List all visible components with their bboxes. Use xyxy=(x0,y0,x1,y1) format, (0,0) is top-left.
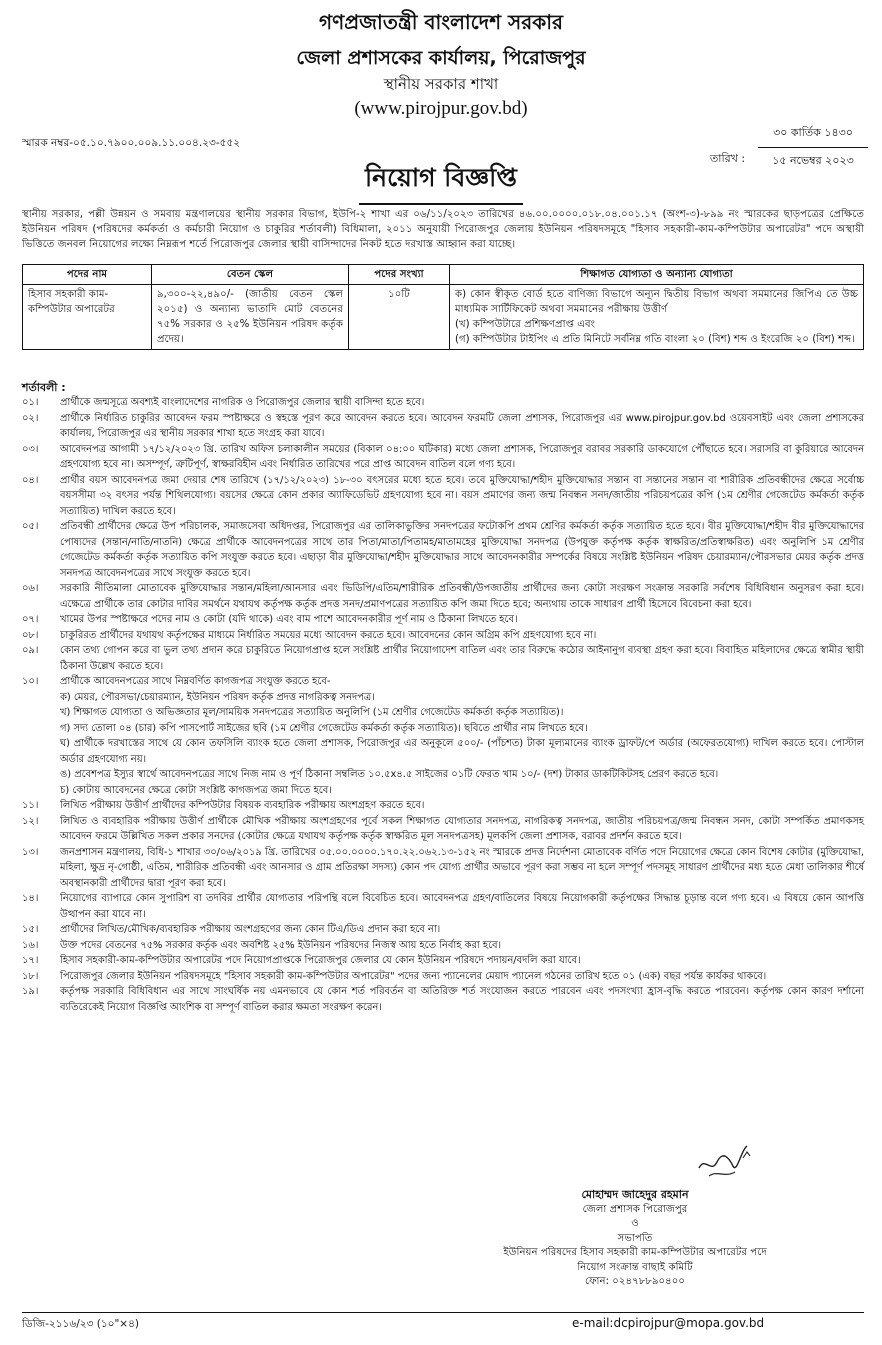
condition-text xyxy=(60,938,864,954)
condition-text xyxy=(60,969,864,985)
condition-item xyxy=(22,984,864,1015)
signatory-designation: জেলা প্রশাসক পিরোজপুর xyxy=(582,1203,688,1215)
date-label: তারিখ : xyxy=(710,152,746,165)
signatory-and: ও xyxy=(631,1218,639,1229)
office-heading: জেলা প্রশাসকের কার্যালয়, পিরোজপুর xyxy=(296,47,586,69)
condition-line: সরকারি নীতিমালা মোতাবেক মুক্তিযোদ্ধার সন্তান/মহিলা/আনসার এবং ভিডিপি/এতিম/শারীরিক প্রতিবন্ধী/উপজাতীয় প্রার্থীদের জন্য কোটা সংরক্ষণ সংক্রান্ত সরকারি সর্বশেষ বিধিবিধান অনুসরণ করা হবে। এক্ষেত্রে প্রার্থীকে তার কোটার দাবির সমর্থনে যথাযথ কর্তৃপক্ষ কর্তৃক প্রদত্ত সনদ/প্রমাণপত্রের সত্যায়িত কপি জমা দিতে হবে; অন্যথায় তাকে সাধারণ প্রার্থী হিসেবে বিবেচনা করা হবে। xyxy=(60,583,864,610)
condition-line: খামের উপর স্পষ্টাক্ষরে পদের নাম ও কোটা (যদি থাকে) এবং বাম পাশে আবেদনকারীর পূর্ণ নাম ও ঠিকানা লিখতে হবে। xyxy=(60,614,518,625)
footer-divider xyxy=(22,1312,864,1313)
intro-paragraph: স্থানীয় সরকার, পল্লী উন্নয়ন ও সমবায় মন্ত্রণালয়ের স্থানীয় সরকার বিভাগ, ইউপি-২ শাখা এর ০৬/১১/২০২৩ তারিখের ৪৬.০০.০০০০.০১৮.০৪.০০১.১৭ (অংশ-৩)-৮৯৯ নং স্মারকের ছাড়পত্রের প্রেক্ষিতে ইউনিয়ন পরিষদ (পরিষদের কর্মকর্তা ও কর্মচারী নিয়োগ ও চাকুরির শর্তাবলী) বিধিমালা, ২০১১ অনুযায়ী পিরোজপুর জেলায় ইউনিয়ন পরিষদসমূহে "হিসাব সহকারী-কাম-কম্পিউটার অপারেটর" পদে অস্থায়ী ভিত্তিতে জনবল নিয়োগের লক্ষ্যে নিম্নরূপ শর্তে পিরোজপুর জেলার স্থায়ী বাসিন্দাদের নিকট হতে দরখাস্ত আহ্বান করা যাচ্ছে। xyxy=(22,209,864,250)
date-bangla: ৩০ কার্তিক ১৪৩০ xyxy=(758,124,868,148)
condition-line: চ) কোটায় আবেদনের ক্ষেত্রে কোটা সংশ্লিষ্ট কাগজপত্র জমা দিতে হবে। xyxy=(60,784,332,796)
condition-line: প্রার্থীকে জন্মসূত্রে অবশ্যই বাংলাদেশের নাগরিক ও পিরোজপুর জেলার স্থায়ী বাসিন্দা হতে হবে। xyxy=(60,397,425,408)
condition-line: প্রার্থীকে আবেদনপত্রের সাথে নিম্নবর্ণিত কাগজপত্র সংযুক্ত করতে হবে- xyxy=(60,676,331,687)
committee-line-1: ইউনিয়ন পরিষদের হিসাব সহকারী কাম-কম্পিউটার অপারেটর পদে xyxy=(503,1247,767,1258)
condition-item xyxy=(22,643,864,674)
table-header: বেতন স্কেল xyxy=(152,265,349,285)
condition-text xyxy=(60,442,864,473)
condition-item xyxy=(22,814,864,845)
condition-item xyxy=(22,411,864,442)
condition-number: ০১। xyxy=(22,397,39,408)
footer-code: ডিজি-২১১৬/২৩ (১০"×৪) xyxy=(22,1318,140,1330)
condition-text xyxy=(60,395,864,411)
conditions-title: শর্তাবলী : xyxy=(22,381,66,394)
condition-number: ১৭। xyxy=(22,955,39,966)
website-link[interactable]: (www.pirojpur.gov.bd) xyxy=(354,98,528,119)
signature-image xyxy=(695,1138,755,1182)
condition-line: খ) শিক্ষাগত যোগ্যতা ও অভিজ্ঞতার মূল/সাময়িক সনদপত্রের সত্যায়িত অনুলিপি (১ম শ্রেণীর গেজেটেড কর্মকর্তা কর্তৃক সত্যায়িত)। xyxy=(60,707,564,718)
condition-item xyxy=(22,845,864,892)
condition-item xyxy=(22,612,864,628)
qualification-item: (খ) কম্পিউটারে প্রশিক্ষণপ্রাপ্ত এবং xyxy=(455,319,596,330)
condition-number: ১৬। xyxy=(22,939,39,951)
signatory-name: মোহাম্মদ জাহেদুর রহমান xyxy=(581,1188,689,1201)
condition-number: ০৫। xyxy=(22,521,39,532)
condition-line: লিখিত পরীক্ষায় উত্তীর্ণ প্রার্থীদের কম্পিউটার বিষয়ক ব্যবহারিক পরীক্ষায় অংশগ্রহণ করতে হবে। xyxy=(60,800,425,811)
condition-line: ঙ) প্রবেশপত্র ইস্যুর স্বার্থে আবেদনপত্রের সাথে নিজ নাম ও পূর্ণ ঠিকানা সম্বলিত ১০.৫x৪.৫ সাইজের ০১টি ফেরত খাম ১০/- (দশ) টাকার ডাকটিকিটসহ প্রেরণ করতে হবে। xyxy=(60,769,719,780)
condition-line: পিরোজপুর জেলার ইউনিয়ন পরিষদসমূহে "হিসাব সহকারী কাম-কম্পিউটার অপারেটর" পদের জন্য প্যানেলের মেয়াদ প্যানেল গঠনের তারিখ হতে ০১ (এক) বছর পর্যন্ত কার্যকর থাকবে। xyxy=(60,970,767,982)
signatory-role: সভাপতি xyxy=(617,1232,653,1244)
table-header: পদের নাম xyxy=(23,265,152,285)
date-english: ১৫ নভেম্বর ২০২৩ xyxy=(772,154,854,167)
table-row xyxy=(23,285,864,350)
condition-item xyxy=(22,519,864,581)
condition-number: ১০। xyxy=(22,676,39,687)
branch-heading: স্থানীয় সরকার শাখা xyxy=(383,75,499,93)
post-name-cell: হিসাব সহকারী কাম-কম্পিউটার অপারেটর xyxy=(23,285,152,350)
condition-number: ০২। xyxy=(22,412,39,424)
condition-item xyxy=(22,442,864,473)
condition-line: গ) সদ্য তোলা ০৪ (চার) কপি পাসপোর্ট সাইজের ছবি (১ম শ্রেণীর গেজেটেড কর্মকর্তা কর্তৃক সত্যায়িত)। ছবিতে প্রার্থীর নাম লিখতে হবে। xyxy=(60,722,588,734)
condition-number: ১৮। xyxy=(22,970,39,982)
condition-line: জনপ্রশাসন মন্ত্রণালয়, বিধি-১ শাখার ৩০/০৬/২০১৯ খ্রি. তারিখের ০৫.০০.০০০০.১৭০.২২.০৬২.১৩-১৫২ নং স্মারকে প্রদত্ত নির্দেশনা মোতাবেক বর্ণিত পদে নিয়োগের ক্ষেত্রে কোন বিশেষ কোটার (মুক্তিযোদ্ধা, মহিলা, ক্ষুদ্র নৃ-গোষ্ঠী, এতিম, শারীরিক প্রতিবন্ধী এবং আনসার ও গ্রাম প্রতিরক্ষা সদস্য) কোন পদ যোগ্য প্রার্থীর অভাবে পূরণ করা সম্ভব না হলে সম্পূর্ণ পদসমূহ সাধারণ প্রার্থীদের মধ্য হতে মেধা তালিকার শীর্ষে অবস্থানকারী প্রার্থীদের দ্বারা পূরণ করা হবে। xyxy=(60,846,864,889)
condition-line: ক) মেয়র, পৌরসভা/চেয়ারম্যান, ইউনিয়ন পরিষদ কর্তৃক প্রদত্ত নাগরিকত্ব সনদপত্র। xyxy=(60,691,375,703)
condition-line: ঘ) প্রার্থীকে দরখাস্তের সাথে যে কোন তফসিলি ব্যাংক হতে জেলা প্রশাসক, পিরোজপুর এর অনুকূলে ৫০০/- (পাঁচশত) টাকা মূল্যমানের ব্যাংক ড্রাফট/পে অর্ডার (অফেরতযোগ্য) দাখিল করতে হবে। পোস্টাল অর্ডার গ্রহণযোগ্য নয়। xyxy=(60,738,864,765)
condition-text xyxy=(60,984,864,1015)
condition-text xyxy=(60,845,864,892)
condition-item xyxy=(22,938,864,954)
post-table xyxy=(22,264,864,350)
condition-line: প্রার্থীকে নির্ধারিত চাকুরির আবেদন ফরম স্পষ্টাক্ষরে ও স্বহস্তে পূরণ করে আবেদন করতে হবে। আবেদন ফরমটি জেলা প্রশাসক, পিরোজপুর এর www.pirojpur.gov.bd ওয়েবসাইট এবং জেলা প্রশাসকের কার্যালয়, পিরোজপুর এর স্থানীয় সরকার শাখা হতে সংগ্রহ করা যাবে। xyxy=(60,412,864,439)
condition-number: ০৩। xyxy=(22,443,39,455)
condition-item xyxy=(22,395,864,411)
condition-text xyxy=(60,411,864,442)
condition-item xyxy=(22,674,864,798)
condition-text xyxy=(60,581,864,612)
condition-line: প্রতিবন্ধী প্রার্থীদের ক্ষেত্রে উপ পরিচালক, সমাজসেবা অধিদপ্তর, পিরোজপুর এর তালিকাভুক্তির সনদপত্রের ফটোকপি প্রথম শ্রেণির কর্মকর্তা কর্তৃক সত্যায়িত হতে হবে। বীর মুক্তিযোদ্ধা/শহীদ বীর মুক্তিযোদ্ধাদের পোষ্যদের (সন্তান/নাতি/নাতনি) ক্ষেত্রে প্রার্থীকে আবেদনপত্রের সাথে তার পিতা/মাতা/পিতামহ/মাতামহের মুক্তিযোদ্ধা সনদপত্র (উপযুক্ত কর্তৃপক্ষ কর্তৃক স্বাক্ষরিত/প্রতিস্বাক্ষরিত) এবং অনুলিপি ১ম শ্রেণীর গেজেটেড কর্মকর্তা কর্তৃক সত্যায়িত কপি সংযুক্ত করতে হবে। এছাড়া বীর মুক্তিযোদ্ধা/শহীদ মুক্তিযোদ্ধার সাথে আবেদনকারীর সম্পর্কের বিষয়ে সংশ্লিষ্ট ইউনিয়ন পরিষদ চেয়ারম্যান/পৌরসভার মেয়র কর্তৃক প্রদত্ত সনদপত্র আবেদনপত্রের সাথে সংযুক্ত করতে হবে। xyxy=(60,521,864,579)
condition-number: ১৯। xyxy=(22,986,39,997)
condition-text xyxy=(60,519,864,581)
salary-cell: ৯,৩০০-২২,৪৯০/- (জাতীয় বেতন স্কেল ২০১৫) ও অন্যান্য ভাতাদি মোট বেতনের ৭৫% সরকার ও ২৫% ইউনিয়ন পরিষদ কর্তৃক প্রদেয়। xyxy=(152,285,349,350)
condition-line: উক্ত পদের বেতনের ৭৫% সরকার কর্তৃক এবং অবশিষ্ট ২৫% ইউনিয়ন পরিষদের নিজস্ব আয় হতে নির্বাহ করা হবে। xyxy=(60,939,502,951)
qualification-cell xyxy=(450,285,864,350)
condition-text xyxy=(60,922,864,938)
condition-line: লিখিত ও ব্যবহারিক পরীক্ষায় উত্তীর্ণ প্রার্থীকে মৌখিক পরীক্ষায় অংশগ্রহণের পূর্বে সকল শিক্ষাগত যোগ্যতার সনদপত্র, নাগরিকত্ব সনদপত্র, জাতীয় পরিচয়পত্র/জন্ম নিবন্ধন সনদ, কোটা সম্পর্কিত প্রমাণকসহ আবেদন ফরমে উল্লিখিত সকল প্রকার সনদের (কোটার ক্ষেত্রে যথাযথ কর্তৃপক্ষ কর্তৃক স্বাক্ষরিত মূল সনদপত্রসহ) মূলকপি জেলা প্রশাসক, বরাবর প্রদর্শন করতে হবে। xyxy=(60,815,864,842)
condition-line: হিসাব সহকারী-কাম-কম্পিউটার অপারেটর পদে নিয়োগপ্রাপ্তকে পিরোজপুর জেলার যে কোন ইউনিয়ন পরিষদে পদায়ন/বদলি করা যাবে। xyxy=(60,955,581,966)
condition-item xyxy=(22,473,864,520)
table-header: শিক্ষাগত যোগ্যতা ও অন্যান্য যোগ্যতা xyxy=(450,265,864,285)
condition-number: ০৪। xyxy=(22,474,39,486)
condition-item xyxy=(22,953,864,969)
government-heading: গণপ্রজাতন্ত্রী বাংলাদেশ সরকার xyxy=(319,10,563,34)
condition-number: ১৪। xyxy=(22,893,39,904)
condition-text xyxy=(60,674,864,798)
condition-item xyxy=(22,922,864,938)
page-title: নিয়োগ বিজ্ঞপ্তি xyxy=(359,158,523,205)
conditions-list xyxy=(22,395,864,1015)
condition-item xyxy=(22,798,864,814)
condition-line: প্রার্থীদের লিখিত/মৌখিক/ব্যবহারিক পরীক্ষায় অংশগ্রহণের জন্য কোন টিএ/ডিএ প্রদান করা হবে না। xyxy=(60,924,441,935)
condition-line: নিয়োগের ব্যাপারে কোন সুপারিশ বা তদবির প্রার্থীর যোগ্যতার পরিপন্থি বলে বিবেচিত হবে। আবেদনপত্র গ্রহণ/বাতিলের বিষয়ে নিয়োগকারী কর্তৃপক্ষের সিদ্ধান্ত চূড়ান্ত বলে গণ্য হবে। এ বিষয়ে কোন আপত্তি উত্থাপন করা যাবে না। xyxy=(60,893,864,920)
condition-number: ০৭। xyxy=(22,614,39,625)
phone-number: ফোন: ০২৪৭৮৮৯০৪০০ xyxy=(584,1276,686,1287)
condition-text xyxy=(60,643,864,674)
count-cell: ১০টি xyxy=(349,285,450,350)
committee-line-2: নিয়োগ সংক্রান্ত বাছাই কমিটি xyxy=(577,1261,693,1273)
condition-item xyxy=(22,628,864,644)
condition-text xyxy=(60,798,864,814)
condition-number: ১৩। xyxy=(22,846,39,858)
condition-number: ১৫। xyxy=(22,924,39,935)
email-link[interactable]: e-mail:dcpirojpur@mopa.gov.bd xyxy=(572,1316,765,1330)
condition-number: ০৮। xyxy=(22,629,39,641)
table-header: পদের সংখ্যা xyxy=(349,265,450,285)
condition-text xyxy=(60,612,864,628)
condition-number: ১২। xyxy=(22,815,39,827)
condition-text xyxy=(60,891,864,922)
qualification-item: (গ) কম্পিউটার টাইপিং এ প্রতি মিনিটে সর্বনিম্ন গতি বাংলা ২০ (বিশ) শব্দ ও ইংরেজি ২০ (বিশ) শব্দ। xyxy=(455,334,855,345)
table-header-row xyxy=(23,265,864,285)
condition-number: ০৬। xyxy=(22,583,39,594)
condition-item xyxy=(22,891,864,922)
condition-item xyxy=(22,581,864,612)
condition-text xyxy=(60,628,864,644)
condition-text xyxy=(60,953,864,969)
condition-line: কর্তৃপক্ষ সরকারি বিধিবিধান এর সাথে সাংঘর্ষিক নয় এমনভাবে যে কোন শর্ত পরিবর্তন বা অতিরিক্ত শর্ত সংযোজন করতে পারবেন এবং পদসংখ্যা হ্রাস-বৃদ্ধি করতে পারবেন। কর্তৃপক্ষ কোন কারণ দর্শানো ব্যতিরেকেই নিয়োগ বিজ্ঞপ্তি আংশিক বা সম্পূর্ণ বাতিল করার ক্ষমতা সংরক্ষণ করেন। xyxy=(60,986,864,1013)
condition-number: ০৯। xyxy=(22,645,39,656)
condition-line: কোন তথ্য গোপন করে বা ভুল তথ্য প্রদান করে চাকুরিতে নিয়োগপ্রাপ্ত হলে সংশ্লিষ্ট প্রার্থীর নিয়োগাদেশ বাতিল এবং তার বিরুদ্ধে কঠোর আইনানুগ ব্যবস্থা গ্রহণ করা হবে। বিবাহিত মহিলাদের ক্ষেত্রে স্বামীর স্থায়ী ঠিকানা উল্লেখ করতে হবে। xyxy=(60,645,864,672)
condition-line: আবেদনপত্র আগামী ১৭/১২/২০২৩ খ্রি. তারিখ অফিস চলাকালীন সময়ের (বিকাল ০৪:০০ ঘটিকার) মধ্যে জেলা প্রশাসক, পিরোজপুর বরাবর সরকারি ডাকযোগে পৌঁছাতে হবে। সরাসরি বা কুরিয়ারে আবেদন গ্রহণযোগ্য হবে না। অসম্পূর্ণ, ত্রুটিপূর্ণ, স্বাক্ষরবিহীন এবং নির্ধারিত তারিখের পরে প্রাপ্ত আবেদন বাতিল বলে গণ্য হবে। xyxy=(60,443,864,470)
memo-number: স্মারক নম্বর-০৫.১০.৭৯০০.০০৯.১১.০০৪.২৩-৫৫২ xyxy=(22,137,241,149)
date-block xyxy=(758,124,868,171)
qualification-item: ক) কোন স্বীকৃত বোর্ড হতে বাণিজ্য বিভাগে অন্যূন দ্বিতীয় বিভাগ অথবা সমমানের জিপিএ তে উচ্চ মাধ্যমিক সার্টিফিকেট অথবা সমমানের পরীক্ষায় উত্তীর্ণ xyxy=(455,289,858,315)
condition-line: প্রার্থীর বয়স আবেদনপত্র জমা দেয়ার শেষ তারিখে (১৭/১২/২০২৩) ১৮-৩০ বৎসরের মধ্যে হতে হবে। তবে মুক্তিযোদ্ধা/শহীদ মুক্তিযোদ্ধার সন্তান বা সন্তানের সন্তান বা শারীরিক প্রতিবন্ধীদের ক্ষেত্রে সর্বোচ্চ বয়সসীমা ৩২ বৎসর পর্যন্ত শিথিলযোগ্য। বয়সের ক্ষেত্রে কোন প্রকার অ্যাফিডেভিট গ্রহণযোগ্য হবে না। বয়স প্রমাণের জন্য জন্ম নিবন্ধন সনদ/জাতীয় পরিচয়পত্রের কপি (১ম শ্রেণীর গেজেটেড কর্মকর্তা কর্তৃক সত্যায়িত) দাখিল করতে হবে। xyxy=(60,474,864,517)
condition-item xyxy=(22,969,864,985)
condition-number: ১১। xyxy=(22,800,39,811)
signature-block xyxy=(440,1188,830,1290)
condition-text xyxy=(60,473,864,520)
condition-text xyxy=(60,814,864,845)
condition-line: চাকুরিরত প্রার্থীদের যথাযথ কর্তৃপক্ষের মাধ্যমে নির্ধারিত সময়ের মধ্যে আবেদন করতে হবে। আবেদনের কোন অগ্রিম কপি গ্রহণযোগ্য হবে না। xyxy=(60,629,597,641)
